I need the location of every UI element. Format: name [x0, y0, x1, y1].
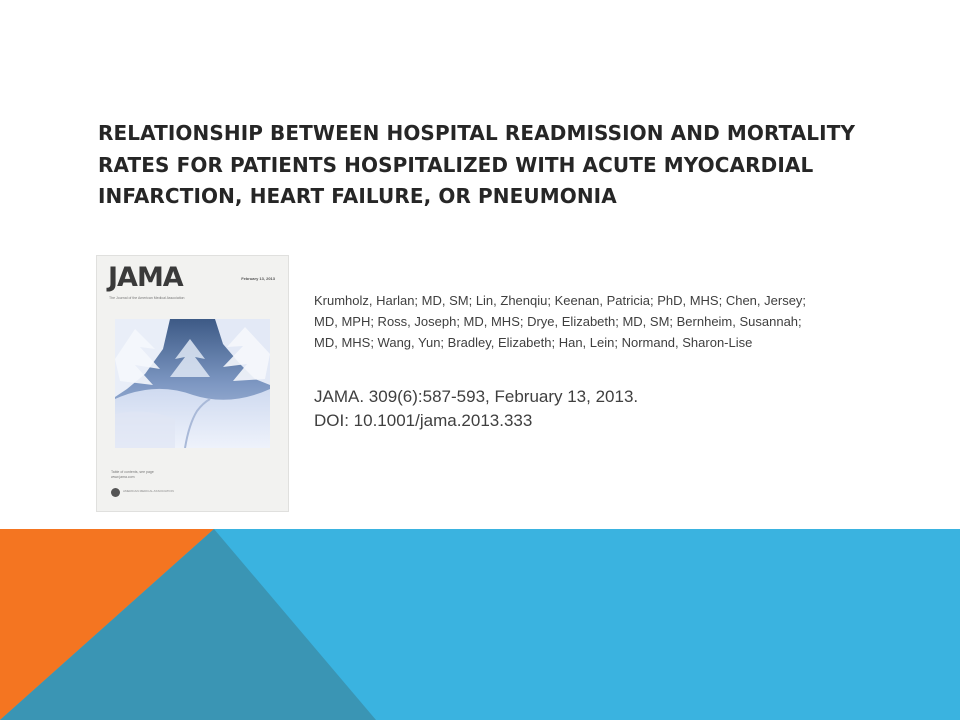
- cover-date: February 13, 2013: [241, 276, 275, 281]
- author-list: Krumholz, Harlan; MD, SM; Lin, Zhenqiu; Keenan, Patricia; PhD, MHS; Chen, Jersey; MD, MPH; Ross, Joseph; MD, MHS; Drye, Elizabeth; MD, SM; Bernheim, Susannah; MD, MHS; Wang, Yun; Bradley, Elizabeth; Han, Lein; Normand, Sharon-Lise: [314, 293, 807, 350]
- decorative-footer-shapes: [0, 529, 960, 720]
- cover-snow-forest-art: [115, 319, 270, 448]
- slide-title: RELATIONSHIP BETWEEN HOSPITAL READMISSION AND MORTALITY RATES FOR PATIENTS HOSPITALIZED WITH ACUTE MYOCARDIAL INFARCTION, HEART FAILURE, OR PNEUMONIA: [98, 121, 856, 208]
- cover-publisher: AMERICAN MEDICAL ASSOCIATION: [123, 489, 174, 493]
- cover-toc: Table of contents, see page www.jama.com: [111, 470, 154, 479]
- journal-cover-image: [96, 255, 289, 512]
- cover-seal-icon: [111, 488, 120, 497]
- citation-journal: JAMA. 309(6):587-593, February 13, 2013.: [314, 387, 639, 406]
- citation-block: [314, 385, 638, 433]
- cover-tagline: The Journal of the American Medical Association: [109, 296, 185, 300]
- citation-doi: DOI: 10.1001/jama.2013.333: [314, 411, 533, 430]
- cover-logo: JAMA: [108, 262, 183, 293]
